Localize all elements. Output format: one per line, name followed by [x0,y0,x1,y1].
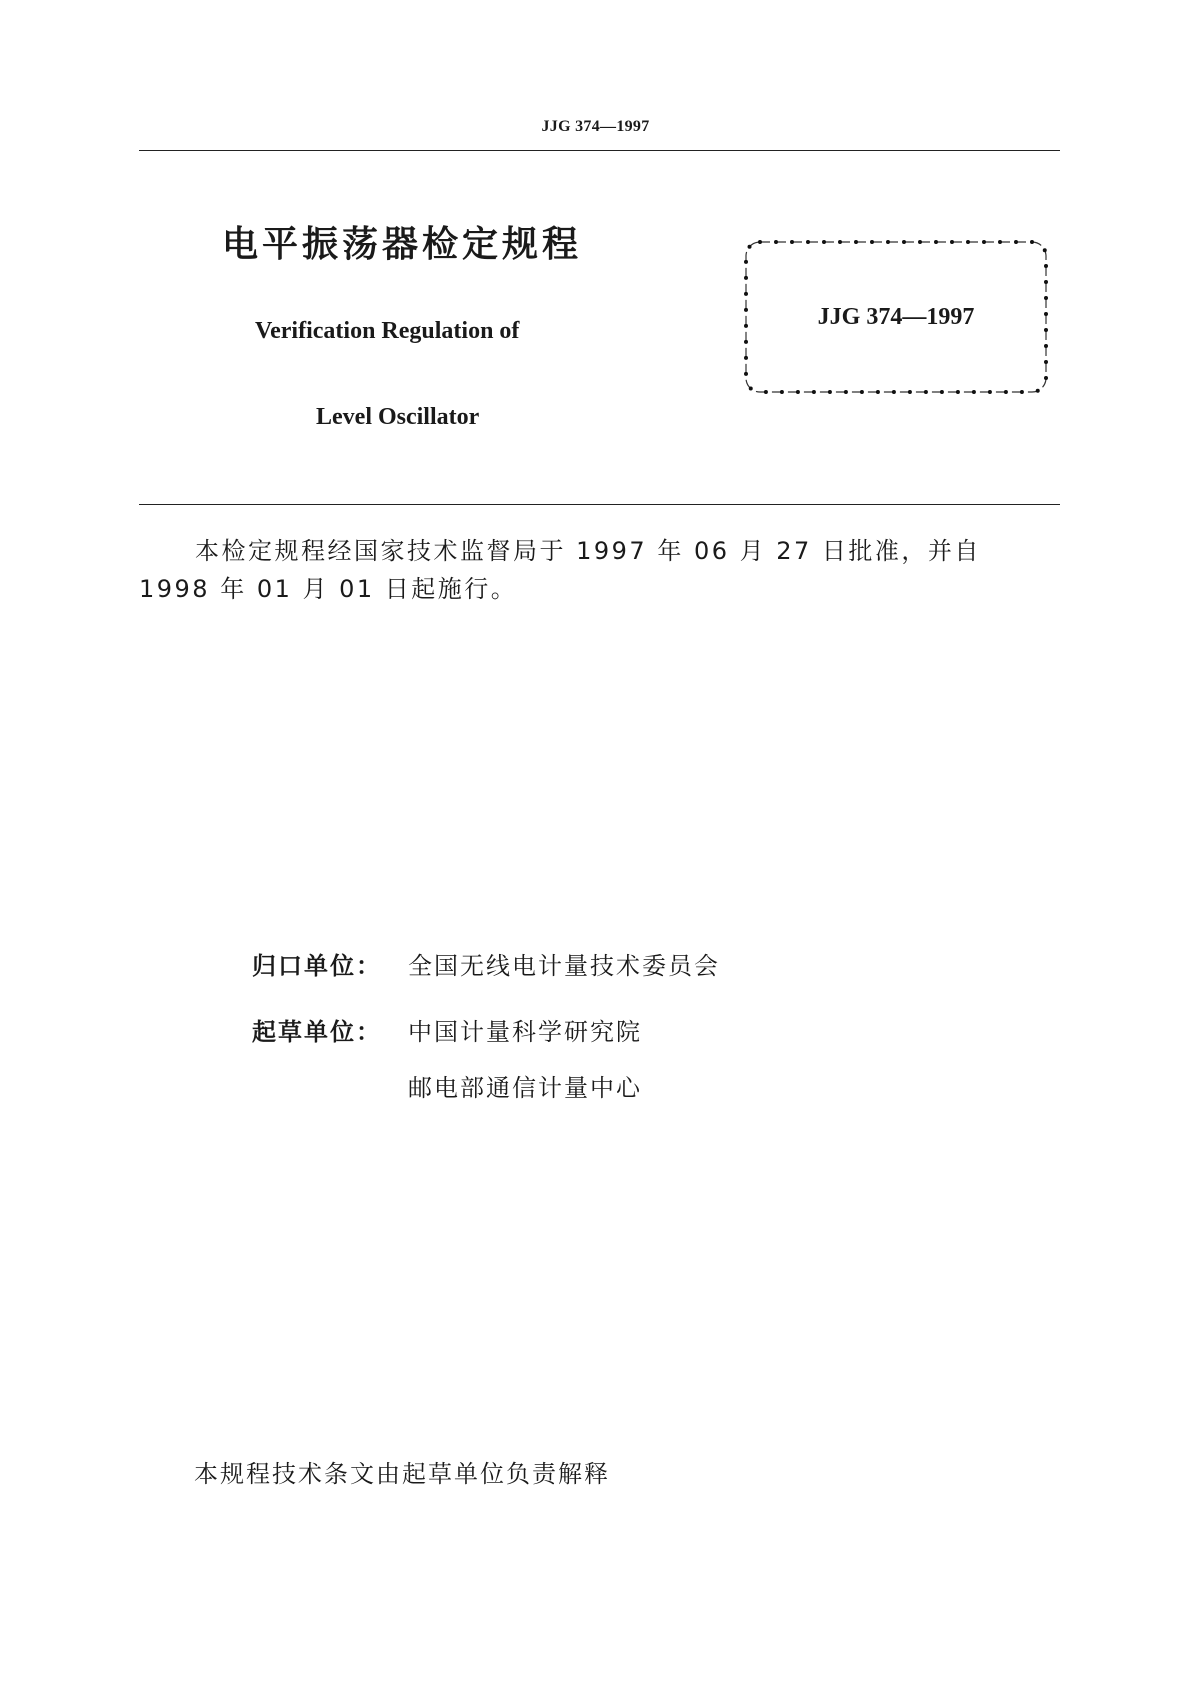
drafting-unit-label: 起草单位： [252,1018,382,1046]
title-chinese: 电平振荡器检定规程 [222,224,583,265]
header-divider [139,150,1060,151]
responsible-unit-value: 全国无线电计量技术委员会 [408,952,720,980]
code-stamp-box [742,238,1050,396]
approval-statement: 本检定规程经国家技术监督局于 1997 年 06 月 27 日批准，并自 1998 年 01 月 01 日起施行。 [139,537,981,603]
responsible-unit-label: 归口单位： [252,952,382,980]
title-divider [139,504,1060,505]
drafting-unit-2: 邮电部通信计量中心 [408,1074,642,1102]
title-english-line-2: Level Oscillator [316,404,480,430]
drafting-unit-1: 中国计量科学研究院 [408,1018,642,1046]
interpretation-note: 本规程技术条文由起草单位负责解释 [194,1460,610,1488]
title-english-line-1: Verification Regulation of [255,318,520,344]
stamp-code: JJG 374—1997 [817,304,975,330]
running-header: JJG 374—1997 [541,118,650,135]
